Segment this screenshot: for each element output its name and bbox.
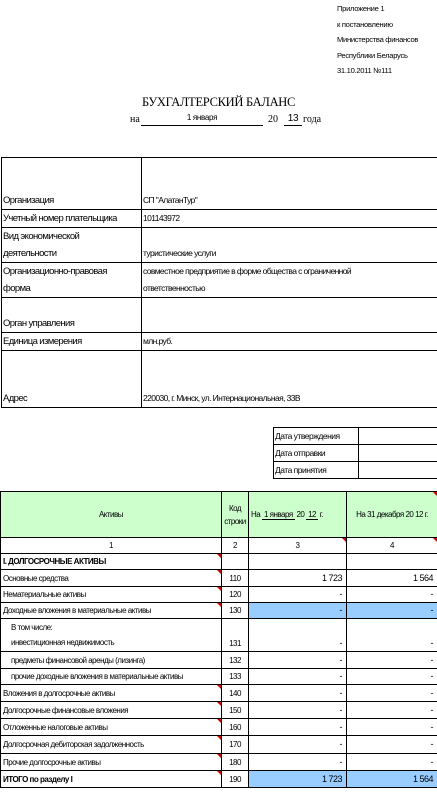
- legal-form-value-line: ответственностью: [143, 283, 205, 293]
- table-row: [1, 603, 437, 619]
- sent-date-value[interactable]: [359, 445, 437, 462]
- table-row: [1, 587, 437, 603]
- table-row: [1, 570, 437, 587]
- authority-label: Орган управления: [2, 298, 142, 333]
- row-value-end[interactable]: -: [347, 736, 437, 754]
- activity-label-line: Вид экономической: [3, 231, 80, 242]
- activity-label: [2, 228, 142, 263]
- year-prefix: 20: [268, 114, 278, 125]
- row-code: 140: [222, 685, 249, 702]
- period-start-on: На: [251, 510, 261, 519]
- period-start-year: 12: [308, 510, 316, 519]
- row-code: 132: [222, 652, 249, 669]
- appendix-line: 31.10.2011 №111: [337, 66, 392, 76]
- date-suffix: года: [303, 114, 322, 125]
- row-label: ИТОГО по разделу I: [1, 771, 222, 788]
- table-row: [1, 619, 437, 652]
- row-value-end[interactable]: -: [347, 685, 437, 702]
- row-value-end[interactable]: -: [347, 652, 437, 669]
- row-code: 120: [222, 587, 249, 603]
- row-value-start[interactable]: -: [249, 719, 347, 736]
- column-number: 2: [222, 538, 249, 554]
- table-row: [1, 719, 437, 736]
- period-end-header: На 31 декабря 20 12 г.: [347, 492, 437, 538]
- unit-value[interactable]: млн.руб.: [142, 333, 437, 351]
- row-value-start[interactable]: -: [249, 587, 347, 603]
- column-number: 3: [249, 538, 347, 554]
- organization-table: [1, 157, 437, 408]
- row-code: 131: [222, 619, 249, 652]
- organization-label: Организация: [2, 158, 142, 210]
- row-value-start[interactable]: -: [249, 669, 347, 685]
- approval-date-label: Дата утверждения: [274, 428, 359, 445]
- date-field[interactable]: 1 января: [141, 113, 263, 126]
- row-value-end[interactable]: 1 564: [347, 570, 437, 587]
- empty-cell: [249, 554, 347, 570]
- row-value-end[interactable]: -: [347, 702, 437, 719]
- legal-form-label: [2, 263, 142, 298]
- row-code: 130: [222, 603, 249, 619]
- period-start-year-prefix: 20: [296, 510, 305, 519]
- year-field[interactable]: 13: [284, 113, 302, 126]
- row-label: Прочие долгосрочные активы: [1, 754, 222, 771]
- appendix-note: [337, 1, 435, 79]
- row-label: [1, 619, 222, 652]
- approval-date-value[interactable]: [359, 428, 437, 445]
- row-label: Долгосрочная дебиторская задолженность: [1, 736, 222, 754]
- row-value-start[interactable]: -: [249, 685, 347, 702]
- row-code: 150: [222, 702, 249, 719]
- activity-value[interactable]: туристические услуги: [142, 228, 437, 263]
- row-value-end[interactable]: -: [347, 719, 437, 736]
- assets-header: Активы: [1, 492, 222, 538]
- row-label: прочие доходные вложения в материальные активы: [1, 669, 222, 685]
- column-number: 4: [347, 538, 437, 554]
- row-value-end[interactable]: 1 564: [347, 771, 437, 788]
- activity-label-line: деятельности: [3, 248, 57, 259]
- organization-value[interactable]: СП "АлатанТур": [142, 158, 437, 210]
- period-start-suffix: г.: [319, 510, 323, 519]
- section-title: I. ДОЛГОСРОЧНЫЕ АКТИВЫ: [1, 554, 222, 570]
- row-label-line: В том числе:: [11, 623, 53, 632]
- tax-id-label: Учетный номер плательщика: [2, 210, 142, 228]
- row-value-end[interactable]: -: [347, 754, 437, 771]
- row-value-end[interactable]: -: [347, 587, 437, 603]
- document-title: БУХГАЛТЕРСКИЙ БАЛАНС: [141, 95, 296, 109]
- code-header-line: строки: [224, 516, 246, 526]
- row-label: Отложенные налоговые активы: [1, 719, 222, 736]
- row-label: Долгосрочные финансовые вложения: [1, 702, 222, 719]
- unit-label: Единица измерения: [2, 333, 142, 351]
- sent-date-label: Дата отправки: [274, 445, 359, 462]
- row-label: Вложения в долгосрочные активы: [1, 685, 222, 702]
- address-value[interactable]: 220030, г. Минск, ул. Интернациональная, 33В: [142, 351, 437, 408]
- row-label: Основные средства: [1, 570, 222, 587]
- appendix-line: Приложение 1: [337, 4, 385, 13]
- table-row: [1, 754, 437, 771]
- appendix-line: Министерства финансов: [337, 35, 419, 45]
- legal-form-value[interactable]: [142, 263, 437, 298]
- received-date-value[interactable]: [359, 462, 437, 479]
- row-code: 180: [222, 754, 249, 771]
- row-code: 170: [222, 736, 249, 754]
- row-value-start[interactable]: -: [249, 754, 347, 771]
- table-row: [1, 736, 437, 754]
- row-value-end[interactable]: -: [347, 619, 437, 652]
- row-code: 133: [222, 669, 249, 685]
- empty-cell: [347, 554, 437, 570]
- legal-form-label-line: форма: [3, 283, 31, 294]
- row-label-line: инвестиционная недвижимость: [11, 638, 115, 647]
- row-value-end[interactable]: -: [347, 603, 437, 619]
- row-code: 190: [222, 771, 249, 788]
- period-start-header: [249, 492, 347, 538]
- legal-form-label-line: Организационно-правовая: [3, 266, 107, 277]
- legal-form-value-line: совместное предприятие в форме общества с ограниченной: [143, 266, 352, 276]
- row-code: 160: [222, 719, 249, 736]
- balance-table: [0, 491, 437, 788]
- address-label: Адрес: [2, 351, 142, 408]
- column-number: 1: [1, 538, 222, 554]
- row-label: Нематериальные активы: [1, 587, 222, 603]
- table-row: [1, 669, 437, 685]
- code-header-line: Код: [228, 503, 242, 513]
- row-label: Доходные вложения в материальные активы: [1, 603, 222, 619]
- row-value-end[interactable]: -: [347, 669, 437, 685]
- authority-value[interactable]: [142, 298, 437, 333]
- code-header: [222, 492, 249, 538]
- row-value-start[interactable]: -: [249, 619, 347, 652]
- row-value-start[interactable]: -: [249, 736, 347, 754]
- table-row: [1, 771, 437, 788]
- appendix-line: к постановлению: [337, 19, 393, 29]
- row-value-start[interactable]: -: [249, 603, 347, 619]
- empty-cell: [222, 554, 249, 570]
- table-row: [1, 685, 437, 702]
- dates-table: [273, 427, 437, 479]
- received-date-label: Дата принятия: [274, 462, 359, 479]
- table-row: [1, 702, 437, 719]
- row-value-start[interactable]: 1 723: [249, 771, 347, 788]
- row-code: 110: [222, 570, 249, 587]
- row-label: предметы финансовой аренды (лизинга): [1, 652, 222, 669]
- appendix-line: Республики Беларусь: [337, 50, 408, 60]
- period-start-date: 1 января: [263, 510, 293, 519]
- row-value-start[interactable]: 1 723: [249, 570, 347, 587]
- table-row: [1, 652, 437, 669]
- row-value-start[interactable]: -: [249, 702, 347, 719]
- row-value-start[interactable]: -: [249, 652, 347, 669]
- date-prefix: на: [130, 114, 140, 125]
- tax-id-value[interactable]: 101143972: [142, 210, 437, 228]
